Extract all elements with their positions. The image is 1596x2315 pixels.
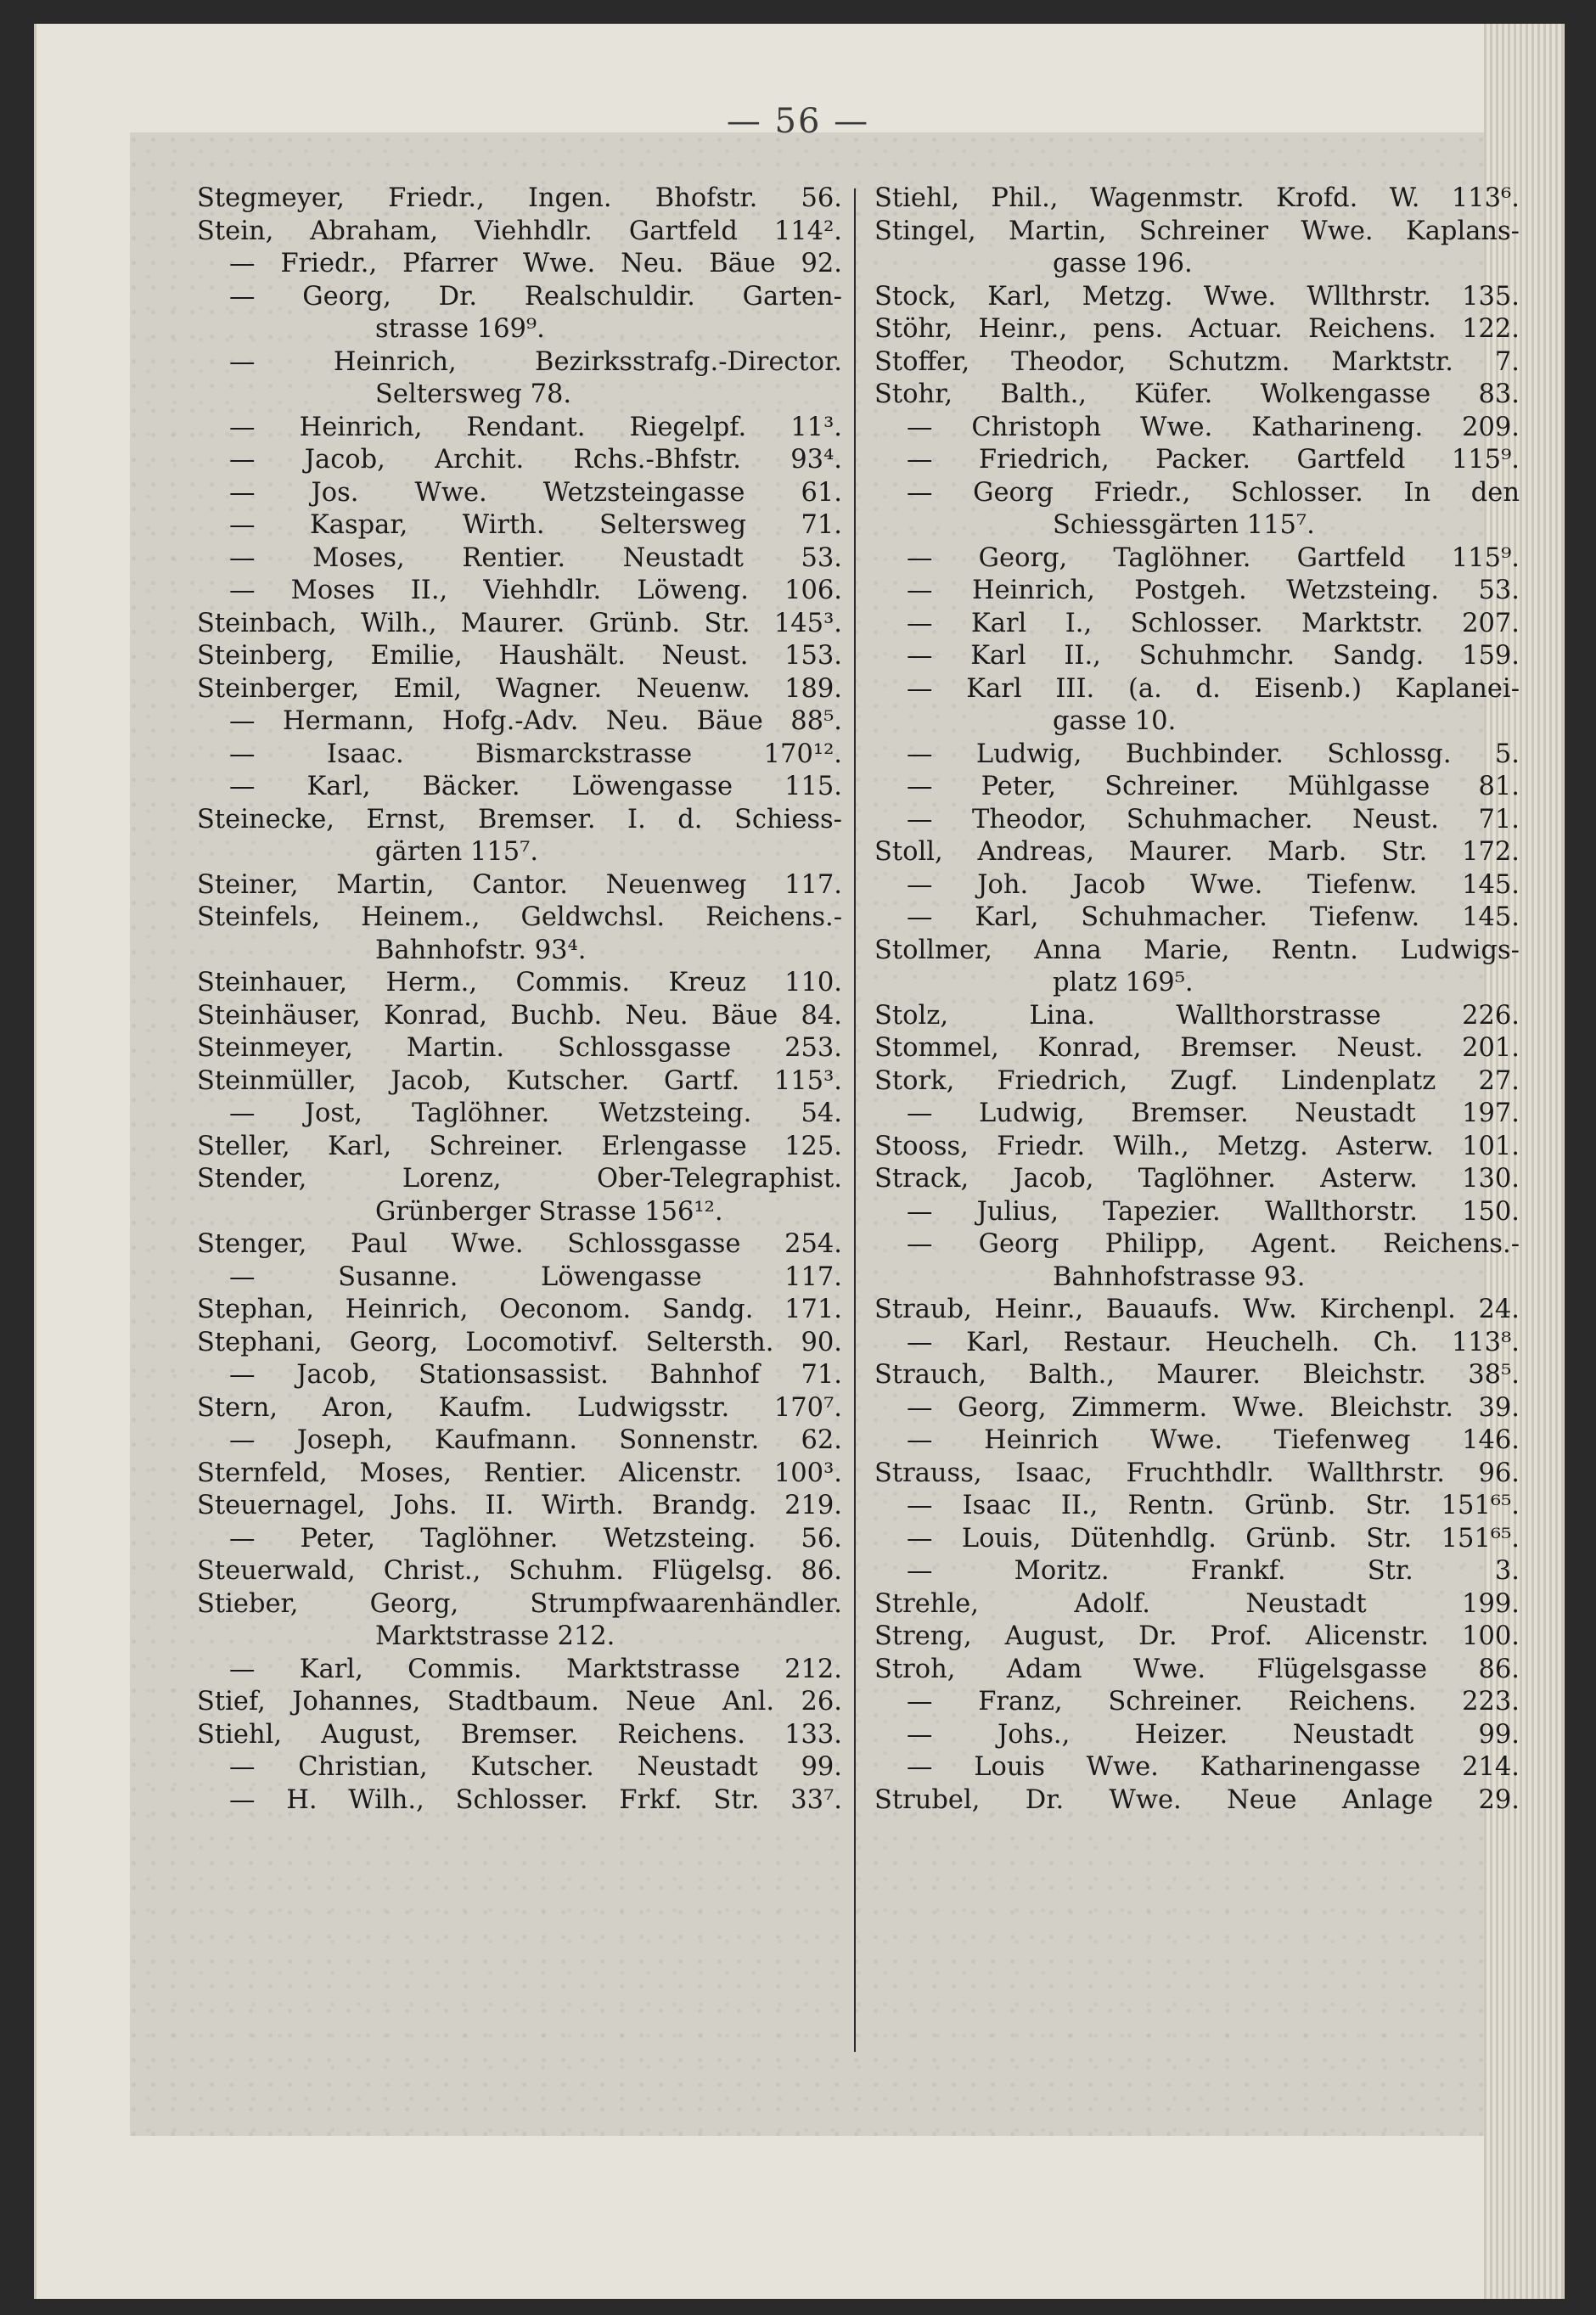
directory-entry: — Franz, Schreiner. Reichens. 223.	[907, 1687, 1520, 1717]
directory-entry: Stolz, Lina. Wallthorstrasse 226.	[874, 1000, 1520, 1031]
directory-entry: — Isaac. Bismarckstrasse 170¹².	[229, 739, 842, 769]
directory-entry: Steuernagel, Johs. II. Wirth. Brandg. 219.	[197, 1491, 842, 1520]
directory-entry: — Georg Friedr., Schlosser. In den	[907, 477, 1520, 508]
directory-entry: — Jacob, Archit. Rchs.-Bhfstr. 93⁴.	[229, 445, 842, 475]
directory-entry: Stollmer, Anna Marie, Rentn. Ludwigs-	[874, 935, 1520, 965]
directory-entry: — Jacob, Stationsassist. Bahnhof 71.	[229, 1360, 842, 1390]
directory-entry: Strack, Jacob, Taglöhner. Asterw. 130.	[874, 1164, 1520, 1194]
directory-entry: — Christian, Kutscher. Neustadt 99.	[229, 1752, 842, 1782]
directory-entry: Stephan, Heinrich, Oeconom. Sandg. 171.	[197, 1295, 842, 1324]
directory-entry-continuation: Seltersweg 78.	[375, 379, 572, 409]
directory-entry: Stoffer, Theodor, Schutzm. Marktstr. 7.	[874, 346, 1520, 377]
directory-entry: — Kaspar, Wirth. Seltersweg 71.	[229, 510, 842, 540]
directory-entry-continuation: Schiessgärten 115⁷.	[1053, 510, 1315, 540]
directory-entry: — Heinrich, Postgeh. Wetzsteing. 53.	[907, 576, 1520, 605]
directory-entry: — Jost, Taglöhner. Wetzsteing. 54.	[229, 1099, 842, 1128]
directory-entry: — Georg, Dr. Realschuldir. Garten-	[229, 281, 842, 312]
directory-entry-continuation: Grünberger Strasse 156¹².	[375, 1196, 723, 1227]
directory-entry: Steinberger, Emil, Wagner. Neuenw. 189.	[197, 673, 842, 704]
directory-entry: — Peter, Schreiner. Mühlgasse 81.	[907, 772, 1520, 801]
directory-entry-continuation: Bahnhofstr. 93⁴.	[375, 935, 587, 965]
directory-entry: — Johs., Heizer. Neustadt 99.	[907, 1719, 1520, 1750]
directory-entry: Strauch, Balth., Maurer. Bleichstr. 38⁵.	[874, 1360, 1520, 1390]
directory-entry: Stein, Abraham, Viehhdlr. Gartfeld 114².	[197, 216, 842, 246]
directory-entry: — Ludwig, Buchbinder. Schlossg. 5.	[907, 739, 1520, 769]
directory-entry-continuation: platz 169⁵.	[1053, 968, 1194, 997]
directory-entry-continuation: gasse 10.	[1053, 706, 1177, 736]
directory-entry: Steinhäuser, Konrad, Buchb. Neu. Bäue 84.	[197, 1000, 842, 1031]
directory-entry: — Julius, Tapezier. Wallthorstr. 150.	[907, 1196, 1520, 1227]
directory-entry: Steinfels, Heinem., Geldwchsl. Reichens.-	[197, 902, 842, 932]
directory-entry: — Heinrich, Bezirksstrafg.-Director.	[229, 346, 842, 377]
directory-entry: — Karl, Schuhmacher. Tiefenw. 145.	[907, 902, 1520, 932]
directory-entry: Stief, Johannes, Stadtbaum. Neue Anl. 26.	[197, 1687, 842, 1717]
directory-entry: — Louis Wwe. Katharinengasse 214.	[907, 1752, 1520, 1782]
directory-entry: Sternfeld, Moses, Rentier. Alicenstr. 100³.	[197, 1458, 842, 1488]
directory-entry: — Moritz. Frankf. Str. 3.	[907, 1556, 1520, 1586]
directory-entry-continuation: strasse 169⁹.	[375, 314, 545, 344]
directory-entry: — Moses, Rentier. Neustadt 53.	[229, 542, 842, 573]
directory-entry: Steinmüller, Jacob, Kutscher. Gartf. 115³.	[197, 1065, 842, 1096]
directory-entry: Stooss, Friedr. Wilh., Metzg. Asterw. 101.	[874, 1131, 1520, 1161]
directory-entry: Stender, Lorenz, Ober-Telegraphist.	[197, 1164, 842, 1194]
directory-entry: — Karl, Bäcker. Löwengasse 115.	[229, 772, 842, 801]
page-number: — 56 —	[726, 102, 870, 141]
directory-entry: Stern, Aron, Kaufm. Ludwigsstr. 170⁷.	[197, 1392, 842, 1423]
directory-entry: Steinbach, Wilh., Maurer. Grünb. Str. 145³.	[197, 608, 842, 638]
directory-entry: Steinhauer, Herm., Commis. Kreuz 110.	[197, 968, 842, 997]
directory-entry: Straub, Heinr., Bauaufs. Ww. Kirchenpl. 24.	[874, 1295, 1520, 1324]
directory-entry: Stegmeyer, Friedr., Ingen. Bhofstr. 56.	[197, 183, 842, 213]
directory-entry: Stork, Friedrich, Zugf. Lindenplatz 27.	[874, 1065, 1520, 1096]
directory-entry: — Jos. Wwe. Wetzsteingasse 61.	[229, 477, 842, 508]
directory-entry: Stiehl, August, Bremser. Reichens. 133.	[197, 1719, 842, 1750]
directory-entry: — Heinrich Wwe. Tiefenweg 146.	[907, 1425, 1520, 1455]
directory-entry: — Karl I., Schlosser. Marktstr. 207.	[907, 608, 1520, 638]
directory-entry-continuation: gärten 115⁷.	[375, 837, 539, 867]
directory-entry: — Peter, Taglöhner. Wetzsteing. 56.	[229, 1523, 842, 1554]
directory-entry: Stenger, Paul Wwe. Schlossgasse 254.	[197, 1229, 842, 1259]
directory-entry: Stoll, Andreas, Maurer. Marb. Str. 172.	[874, 837, 1520, 867]
directory-entry: Stommel, Konrad, Bremser. Neust. 201.	[874, 1033, 1520, 1063]
directory-entry: Stöhr, Heinr., pens. Actuar. Reichens. 122.	[874, 314, 1520, 344]
directory-entry-continuation: gasse 196.	[1053, 249, 1193, 278]
directory-entry: — Isaac II., Rentn. Grünb. Str. 151⁶⁵.	[907, 1491, 1520, 1520]
directory-entry: Strubel, Dr. Wwe. Neue Anlage 29.	[874, 1784, 1520, 1815]
directory-entry: Stingel, Martin, Schreiner Wwe. Kaplans-	[874, 216, 1520, 246]
directory-entry: Stroh, Adam Wwe. Flügelsgasse 86.	[874, 1654, 1520, 1684]
directory-entry: Stephani, Georg, Locomotivf. Seltersth. 90.	[197, 1327, 842, 1357]
directory-entry: Strauss, Isaac, Fruchthdlr. Wallthrstr. 96.	[874, 1458, 1520, 1488]
directory-entry: — Ludwig, Bremser. Neustadt 197.	[907, 1099, 1520, 1128]
directory-entry: Stiehl, Phil., Wagenmstr. Krofd. W. 113⁶.	[874, 183, 1520, 213]
left-column	[197, 183, 842, 1817]
directory-entry: — Moses II., Viehhdlr. Löweng. 106.	[229, 576, 842, 605]
directory-entry: Steinecke, Ernst, Bremser. I. d. Schiess-	[197, 804, 842, 834]
directory-entry: — H. Wilh., Schlosser. Frkf. Str. 33⁷.	[229, 1784, 842, 1815]
directory-entry: — Christoph Wwe. Katharineng. 209.	[907, 412, 1520, 442]
directory-entry: Strehle, Adolf. Neustadt 199.	[874, 1588, 1520, 1619]
directory-entry-continuation: Bahnhofstrasse 93.	[1053, 1261, 1306, 1292]
directory-entry: — Karl, Commis. Marktstrasse 212.	[229, 1654, 842, 1684]
column-divider	[854, 188, 856, 2052]
directory-entry: — Friedrich, Packer. Gartfeld 115⁹.	[907, 445, 1520, 475]
directory-entry-continuation: Marktstrasse 212.	[375, 1621, 615, 1651]
directory-entry: — Joseph, Kaufmann. Sonnenstr. 62.	[229, 1425, 842, 1455]
directory-entry: — Theodor, Schuhmacher. Neust. 71.	[907, 804, 1520, 834]
directory-entry: Stock, Karl, Metzg. Wwe. Wllthrstr. 135.	[874, 281, 1520, 312]
directory-entry: — Susanne. Löwengasse 117.	[229, 1261, 842, 1292]
directory-entry: — Joh. Jacob Wwe. Tiefenw. 145.	[907, 869, 1520, 900]
directory-entry: — Georg, Taglöhner. Gartfeld 115⁹.	[907, 542, 1520, 573]
directory-entry: — Friedr., Pfarrer Wwe. Neu. Bäue 92.	[229, 249, 842, 278]
directory-entry: — Georg Philipp, Agent. Reichens.-	[907, 1229, 1520, 1259]
directory-entry: — Karl, Restaur. Heuchelh. Ch. 113⁸.	[907, 1327, 1520, 1357]
directory-entry: Steller, Karl, Schreiner. Erlengasse 125.	[197, 1131, 842, 1161]
directory-entry: Steuerwald, Christ., Schuhm. Flügelsg. 86.	[197, 1556, 842, 1586]
directory-entry: Stohr, Balth., Küfer. Wolkengasse 83.	[874, 379, 1520, 409]
directory-entry: — Karl II., Schuhmchr. Sandg. 159.	[907, 641, 1520, 671]
directory-entry: — Louis, Dütenhdlg. Grünb. Str. 151⁶⁵.	[907, 1523, 1520, 1554]
right-column	[874, 183, 1520, 1817]
directory-entry: Steinmeyer, Martin. Schlossgasse 253.	[197, 1033, 842, 1063]
directory-entry: Streng, August, Dr. Prof. Alicenstr. 100.	[874, 1621, 1520, 1651]
directory-entry: — Karl III. (a. d. Eisenb.) Kaplanei-	[907, 673, 1520, 704]
directory-entry: Steinberg, Emilie, Haushält. Neust. 153.	[197, 641, 842, 671]
directory-entry: — Heinrich, Rendant. Riegelpf. 11³.	[229, 412, 842, 442]
directory-entry: — Georg, Zimmerm. Wwe. Bleichstr. 39.	[907, 1392, 1520, 1423]
directory-entry: Stieber, Georg, Strumpfwaarenhändler.	[197, 1588, 842, 1619]
directory-entry: Steiner, Martin, Cantor. Neuenweg 117.	[197, 869, 842, 900]
directory-entry: — Hermann, Hofg.-Adv. Neu. Bäue 88⁵.	[229, 706, 842, 736]
